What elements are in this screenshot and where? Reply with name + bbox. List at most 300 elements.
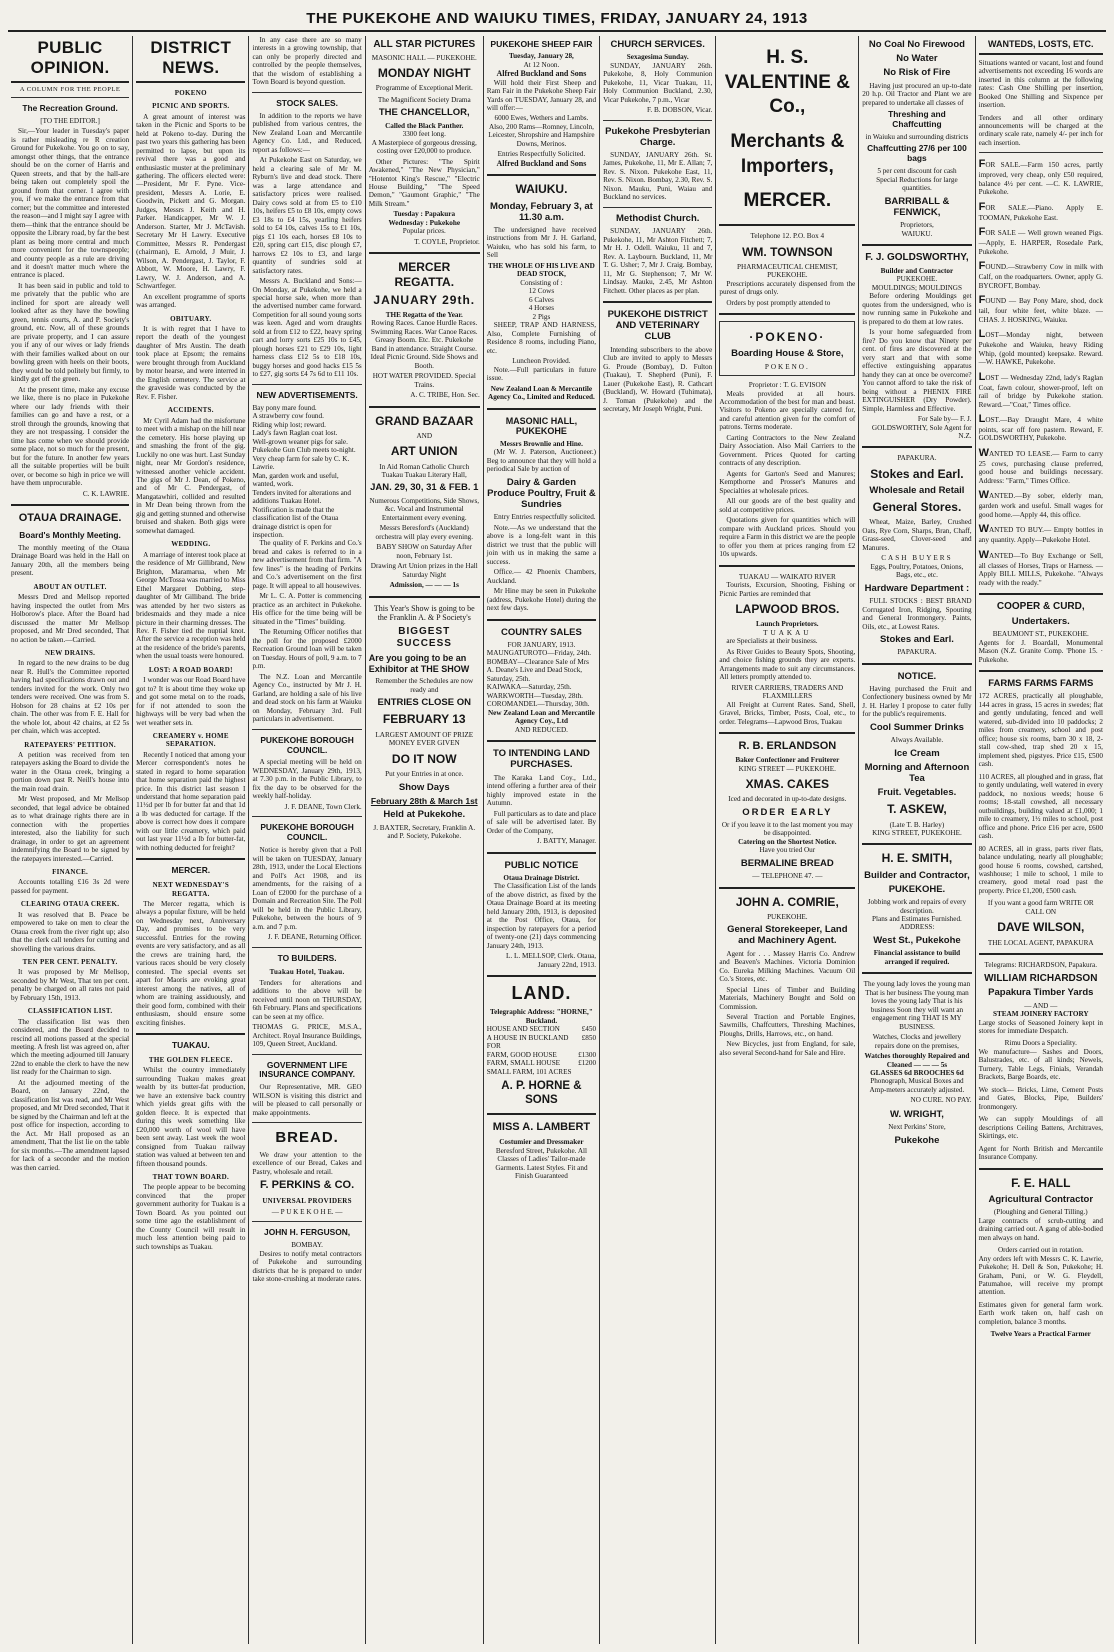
- builders-heading: TO BUILDERS.: [277, 952, 337, 963]
- ad-paragraph: FULL STOCKS : BEST BRAND Corrugated Iron, Ridging, Spouting and General Ironmongery. Paints, Oils, etc., at Lowest Rates.: [862, 597, 972, 631]
- drop-cap: W: [978, 548, 989, 561]
- country-sale-item: MAUNGATUROTO—Friday, 24th.: [486, 649, 592, 658]
- ad-paragraph: are Specialists at their business.: [726, 637, 818, 646]
- valentine-name: H. S. VALENTINE & Co.,: [724, 47, 850, 118]
- otaua-drainage-heading: OTAUA DRAINAGE.: [18, 512, 122, 525]
- stock-item: 6 Calves: [528, 295, 554, 304]
- land-description: FARM, SMALL HOUSE: [486, 1059, 561, 1068]
- local-agent-label: THE LOCAL AGENT, PAPAKURA: [987, 938, 1094, 947]
- divider: [862, 972, 971, 974]
- classified-ad: [979, 260, 1103, 290]
- divider: [979, 953, 1103, 955]
- summer-drinks-heading: Cool Summer Drinks: [869, 721, 964, 733]
- classified-text: OST—Monday night, between Pukekohe and Waiuku, heavy Riding Whip, (gold mounted) keepsake. Reward.—W. HAWKE, Pukekohe.: [978, 331, 1103, 367]
- financial-label: Financial assistance to build arranged if required.: [873, 949, 961, 966]
- schedules-label: Remember the Schedules are now ready and: [375, 677, 474, 694]
- valentine-location: MERCER.: [743, 190, 832, 212]
- xmas-cakes-heading: XMAS. CAKES: [745, 777, 829, 792]
- column-services: [859, 36, 975, 1644]
- smith-location: PUKEKOHE.: [888, 883, 946, 895]
- tuakau-heading: TUAKAU.: [171, 1040, 210, 1051]
- barriball-heading: BARRIBALL & FENWICK,: [884, 195, 950, 218]
- notice-paragraph: A special meeting will be held on WEDNESDAY, January 29th, 1913, at 7.30 p.m. in the Public Library, to fix the day to be observed for the weekly half-holiday.: [252, 758, 362, 801]
- reduced-label: AND REDUCED.: [514, 725, 568, 734]
- entries-label: Put your Entries in at once.: [385, 769, 464, 778]
- all-star-pictures-heading: ALL STAR PICTURES: [373, 39, 476, 50]
- show-intro: This Year's Show is going to be the Franklin A. & P Society's: [373, 603, 475, 622]
- ad-paragraph: Special Lines of Timber and Building Materials, Machinery Bought and Sold on Commission.: [719, 985, 856, 1011]
- ad-paragraph: The undersigned have received instructions from Mr J. H. Garland, Waiuku, who has sold his farm, to Sell: [486, 225, 597, 260]
- phonograph-label: Phonograph, Musical Boxes and Amp-meters accurately adjusted.: [869, 1077, 965, 1094]
- article-paragraph: It was resolved that B. Peace be empowered to take on men to clear the Otaua creek from the river right up; also that the clerk call tenders for cutting and shovelling the various drains.: [11, 910, 130, 953]
- threshing-heading: Threshing and Chaffcutting: [888, 109, 946, 129]
- classified-ad: [979, 328, 1103, 366]
- accidents-heading: ACCIDENTS.: [167, 406, 214, 415]
- produce-heading: Dairy & Garden Produce Poultry, Fruit & Sundries: [487, 476, 596, 511]
- divider: [719, 565, 855, 567]
- discount-label: 5 per cent discount for cash: [877, 167, 957, 176]
- classified-ad: [979, 413, 1103, 443]
- ad-paragraph: Agents for Garton's Seed and Manures; Kempthorne and Prosser's Manures and Specialties at wholesale prices.: [719, 469, 856, 495]
- land-price-row: [487, 1068, 596, 1076]
- mouldings-label: MOULDINGS; MOULDINGS: [871, 283, 962, 292]
- column-wanteds: [976, 36, 1106, 1644]
- new-ad-item: Pukekohe Gun Club meets to-night.: [252, 446, 356, 455]
- article-paragraph: A great amount of interest was taken in the Picnic and Sports to be held at Pokeno to-day. During the past two years this gathering has been permitted to lapse, but upon its revival there was a good and enthusiastic muster at the preliminary gathering. The officers elected were:—President, Mr F. Pyne. Vice-president, Messrs A. Lorie, E. Goodwin, Pickett and G. Morgan. Judges, Messrs J. Keith and H. Parker. Handicapper, Mr W. J. Anderson. Starter, Mr J. McTavish. Secretary Mr H Lawry. Executive Committee, Messrs R. Pendergast (chairman), E. Arnold, J Muir, J. Wilson, A. Pendergast, J. Taylor, F. Abbott, W. Moore, H. Lawry, F. Lawry, W. J. Anderson, and A. Schwartfeger.: [136, 112, 246, 291]
- creamery-heading: CREAMERY v. HOME SEPARATION.: [152, 732, 229, 749]
- classified-ad: [979, 294, 1103, 324]
- district-label: in Waiuku and surrounding districts: [865, 132, 969, 141]
- no-water-heading: No Water: [896, 53, 938, 65]
- divider: [862, 244, 971, 246]
- pokeno-boarding-ad: [719, 321, 855, 376]
- article-paragraph: Messrs A. Buckland and Sons:—On Monday, at Pukekohe, we held a special horse sale, when more than the advertised number came forward. Competition for all sound young sorts was keen. Aged and worn draughts sold at from £12 to £22, heavy spring cart and lorry sorts £25 10s to £45, plough horses £21 to £29 10s, light harness class £12 5s to £18 10s, buggy horses and good hacks £15 5s to £27, gig sorts £4 7s 6d to £11 10s.: [252, 277, 362, 379]
- perkins-subheading: UNIVERSAL PROVIDERS: [262, 1197, 352, 1206]
- manager-signature: J. BATTY, Manager.: [536, 837, 597, 846]
- stokes-earl-heading: Stokes and Earl.: [870, 466, 964, 481]
- new-ads-heading: NEW ADVERTISEMENTS.: [256, 389, 358, 400]
- buckland-heading: Alfred Buckland and Sons: [496, 69, 587, 79]
- rotation-label: Orders carried out in rotation.: [997, 1246, 1084, 1255]
- new-ad-item: Bay pony mare found.: [252, 403, 317, 412]
- notice-paragraph: Our Representative, MR. GEO WILSON is visiting this district and will be pleased to call personally or make appointments.: [252, 1083, 362, 1117]
- land-price: £1200: [578, 1059, 597, 1068]
- buckland-footer: Alfred Buckland and Sons: [496, 158, 587, 168]
- land-description: SMALL FARM, 101 ACRES: [486, 1067, 572, 1076]
- ferguson-heading: JOHN H. FERGUSON,: [264, 1227, 351, 1238]
- town-board-heading: THAT TOWN BOARD.: [152, 1173, 230, 1182]
- waiuku-date: Monday, February 3, at 11.30 a.m.: [490, 200, 593, 223]
- show-signature: J. BAXTER, Secretary, Franklin A. and P. Society, Pukekohe.: [373, 823, 476, 841]
- divider: [979, 593, 1103, 595]
- new-ad-item: Lady's fawn Raglan coat lost.: [252, 429, 338, 438]
- article-paragraph: In regard to the new drains to be dug near R. Hull's the Committee reported having had specifications drawn out and tenders invited for the work. Only two tenders were received. One was from S. Hobson for 28 chains at £2 10s per chain. The other was from F. E. Hall for the whole lot, about 42 chains, at £2 5s per chain, which was accepted.: [11, 659, 130, 736]
- king-street-label: KING STREET, PUKEKOHE.: [872, 828, 962, 837]
- goldsworthy-signature: For Sale by— F. J. GOLDSWORTHY, Sole Agent for N.Z.: [871, 415, 972, 440]
- new-ad-item: Tenders invited for alterations and additions Tuakau Hotel.: [252, 488, 351, 506]
- divider: [487, 408, 596, 410]
- ad-paragraph: Estimates given for general farm work. Earth work taken on, half cash on completion, balance 3 months.: [978, 1300, 1103, 1326]
- article-paragraph: The classification list was then considered, and the Board decided to rescind all motions passed at the special meeting. A fresh list was agreed on, after which the meeting adjourned till January 22nd to enable the clerk to have the new list ready for the Chairman to sign.: [11, 1017, 130, 1077]
- wedding-heading: WEDDING.: [171, 540, 211, 549]
- borough-council-heading: PUKEKOHE BOROUGH COUNCIL.: [260, 734, 354, 755]
- government-life-heading: GOVERNMENT LIFE INSURANCE COMPANY.: [259, 1059, 355, 1080]
- smith-heading: H. E. SMITH,: [881, 851, 953, 866]
- farm-listing: 172 ACRES, practically all ploughable, 144 acres in grass, 15 acres in swedes; flat and gently undulating, fenced and well watered, sub-divided into 10 paddocks; 2 miles from creamery, school and post office; house six rooms, barn 30 x 18, 2-stall cow-shed, trap shed 20 x 15, implement shed, pigstyes. Price £15, £500 cash.: [978, 692, 1103, 769]
- ad-paragraph: Agent for North British and Mercantile Insurance Company.: [978, 1144, 1103, 1162]
- waiuku-label: WAIUKU.: [901, 229, 933, 238]
- grand-bazaar-heading: GRAND BAZAAR: [375, 413, 474, 428]
- ad-paragraph: Will hold their First Sheep and Ram Fair in the Pukekohe Sheep Fair Yards on TUESDAY, January 28, and will offer:—: [486, 78, 597, 112]
- programme-label: Programme of Exceptional Merit.: [375, 84, 473, 93]
- beaumont-label: BEAUMONT ST., PUKEKOHE.: [992, 630, 1089, 639]
- askew-heading: T. ASKEW,: [887, 802, 947, 817]
- new-ad-item: Very cheap farm for sale by C. K. Lawrie.: [252, 454, 350, 472]
- divider: [979, 152, 1103, 153]
- ad-paragraph: Orders by post promptly attended to: [726, 298, 831, 307]
- farms-heading: FARMS FARMS FARMS: [988, 678, 1094, 690]
- wholesale-label: Wholesale and Retail: [869, 485, 965, 497]
- pukekohe-label: PUKEKOHE.: [896, 275, 938, 284]
- prices-label: Popular prices.: [402, 227, 446, 236]
- ad-paragraph: Full particulars as to date and place of sale will be advertised later. By Order of the Company,: [486, 809, 597, 835]
- land-description: A HOUSE IN BUCKLAND FOR: [486, 1033, 569, 1051]
- glasses-label: GLASSES 6d BROOCHES 6d: [870, 1068, 964, 1077]
- public-opinion-subtitle: A COLUMN FOR THE PEOPLE: [11, 83, 129, 98]
- undertakers-label: Undertakers.: [1011, 615, 1070, 627]
- general-stores-heading: General Stores.: [872, 500, 962, 515]
- january-29-heading: JANUARY 29th.: [373, 292, 476, 307]
- tuesday-label: Tuesday : Papakura: [393, 210, 456, 219]
- country-sale-item: COROMANDEL—Thursday, 30th.: [486, 700, 590, 709]
- write-label: If you want a good farm WRITE OR CALL ON: [987, 899, 1094, 916]
- ad-paragraph: Wheat, Maize, Barley, Crushed Oats, Rye Corn, Sharps, Bran, Chaff, Grass-seed, Clover-seed and Manures.: [862, 518, 972, 552]
- regatta-of-year-label: THE Regatta of the Year.: [385, 310, 463, 319]
- classified-ad: [979, 523, 1103, 544]
- divider: [487, 852, 596, 854]
- section-subheading: ABOUT AN OUTLET.: [33, 582, 107, 591]
- golden-fleece-heading: THE GOLDEN FLEECE.: [148, 1055, 233, 1064]
- ad-paragraph: Having purchased the Fruit and Confectionery business owned by Mr J. H. Harley I propose to cater fully for the public's requirements.: [862, 684, 972, 719]
- drop-cap: L: [978, 370, 986, 383]
- and-label: — AND —: [1024, 1001, 1058, 1010]
- show-days-heading: Show Days: [398, 782, 450, 794]
- article-paragraph: At Pukekohe East on Saturday, we held a clearing sale of Mr M. Ryburn's live and dead stock. There was a large attendance and satisfactory prices were realised. Dairy cows sold at from £5 to £10 10s, heifers £5 to £8 10s, empty cows £3 18s to £4 15s, yearling heifers sold to £4 10s, calves 15s to £1 10s, pigs £1 10s each, horses £8 10s to £20, spring cart £15, disc plough £7, harrows £2 10s to £3, and large quantity of sundries sold at satisfactory rates.: [252, 156, 362, 275]
- divider: [979, 670, 1103, 672]
- new-ad-item: Riding whip lost; reward.: [252, 420, 326, 429]
- article-paragraph: A petition was received from ten ratepayers asking the Board to divide the water in the Otaua creek, bringing a portion down past R. Neill's house into the main road drain.: [11, 750, 130, 793]
- divider: [719, 313, 855, 315]
- builder-contractor-label: Builder and Contractor,: [864, 869, 970, 881]
- ice-cream-heading: Ice Cream: [894, 747, 940, 759]
- lambert-heading: MISS A. LAMBERT: [492, 1121, 591, 1134]
- church-paragraph: SUNDAY, JANUARY 26th. St. James, Pukekohe, 11, Mr E. Allan; 7, Rev. S. Nixon. Pukekohe East, 11, Rev. S. Nixon. Bombay, 2.30, Rev. S. Nixon. Mauku, Puni, Waiau and Buckland no services.: [603, 151, 713, 202]
- ad-paragraph: We draw your attention to the excellence of our Bread, Cakes and Pastry, wholesale and retail.: [252, 1150, 362, 1176]
- pokeno-heading: ·POKENO·: [749, 330, 826, 345]
- contractor-label: Agricultural Contractor: [988, 1193, 1094, 1205]
- exhibitor-question: Are you going to be an Exhibitor at THE SHOW: [368, 652, 470, 674]
- divider: [252, 92, 361, 93]
- classified-ad: [979, 371, 1103, 409]
- article-paragraph: It was proposed by Mr Mellsop, seconded by Mr West, That ten per cent. penalty be charged on all rates not paid by February 15th, 1913.: [11, 968, 130, 1002]
- joinery-label: STEAM JOINERY FACTORY: [992, 1010, 1089, 1019]
- ad-paragraph: A Masterpiece of gorgeous dressing, costing over £20,000 to produce.: [371, 138, 477, 156]
- no-coal-heading: No Coal No Firewood: [868, 39, 965, 50]
- divider: [136, 858, 245, 860]
- land-price-row: [487, 1034, 596, 1051]
- article-paragraph: The people appear to be becoming convinced that the proper government authority for Tuakau is a Town Board. As you pointed out some time ago the establishment of the County Council will result in much less attention being paid to such townships as Tuakau.: [136, 1183, 246, 1251]
- divider: [369, 252, 480, 254]
- sheep-fair-time: At 12 Noon.: [523, 60, 560, 69]
- article-paragraph: The Returning Officer notifies that the poll for the proposed £2000 Recreation Ground loan will be taken on Tuesday. Hours of poll, 9 a.m. to 7 p.m.: [252, 628, 362, 671]
- monday-night-heading: MONDAY NIGHT: [377, 66, 471, 81]
- column-valentine: [716, 36, 859, 1644]
- ad-paragraph: Tourists, Excursion, Shooting, Fishing or Picnic Parties are reminded that: [719, 581, 856, 598]
- ad-paragraph: Having just procured an up-to-date 20 h.p. Oil Tractor and Plant we are prepared to undertake all classes of: [862, 81, 972, 107]
- land-price: £450: [581, 1025, 597, 1034]
- divider: [487, 975, 596, 977]
- article-paragraph: Mr L. C. A. Potter is commencing practice as an architect in Pukekohe. His office for the time being will be situated in the "Times" building.: [252, 592, 362, 626]
- proprietor-label: Proprietor : T. G. EVISON: [748, 381, 826, 390]
- length-label: 3300 feet long.: [402, 130, 446, 139]
- telegrams-label: Telegrams: RICHARDSON, Papakura.: [984, 961, 1098, 970]
- proprietors-label: Proprietors,: [900, 221, 934, 230]
- tea-heading: Morning and Afternoon Tea: [864, 761, 970, 784]
- rimu-label: Rimu Doors a Speciality.: [1004, 1039, 1077, 1048]
- column-sales: [484, 36, 600, 1644]
- boarding-house-label: Boarding House & Store,: [731, 348, 844, 360]
- divider: [252, 384, 361, 385]
- order-early-heading: ORDER EARLY: [742, 806, 833, 818]
- column-church: [600, 36, 716, 1644]
- ad-paragraph: Several Traction and Portable Engines, Sawmills, Chaffcutters, Threshing Machines, Ploughs, Drills, Harrows, etc., on hand.: [719, 1012, 856, 1038]
- goldsworthy-heading: F. J. GOLDSWORTHY,: [865, 252, 969, 263]
- bread-heading: BREAD.: [275, 1129, 339, 1147]
- art-union-heading: ART UNION: [390, 444, 458, 459]
- divider: [603, 301, 712, 303]
- drop-cap: W: [978, 523, 989, 536]
- methodist-heading: Methodist Church.: [616, 212, 700, 224]
- jobbing-label: Jobbing work and repairs of every description.: [867, 898, 967, 915]
- land-description: FARM, GOOD HOUSE: [486, 1050, 557, 1059]
- board-meeting-heading: Board's Monthly Meeting.: [19, 530, 121, 541]
- mercer-heading: MERCER.: [171, 865, 211, 876]
- divider: [487, 740, 596, 742]
- to-editor-label: [TO THE EDITOR.]: [40, 116, 100, 125]
- wednesday-label: Wednesday : Pukekohe: [388, 218, 461, 227]
- divider: [487, 1113, 596, 1115]
- perkins-location: — P U K E K O H E. —: [271, 1207, 343, 1216]
- divider: [603, 207, 712, 208]
- drop-cap: F: [978, 294, 986, 307]
- classified-text: OR SALE — Well grown weaned Pigs.—Apply, E. HARPER, Rosedale Park, Pukekohe.: [978, 229, 1103, 256]
- letter-paragraph: At the present time, make any excuse we like, there is no place in Pukekohe where our lady friends with their families can go and have a rest, or a stroll through the grounds, knowing that they are not trespassing. I consider the time has come when we should provide some place, not so much for the present, but for the future. In another few years all the suitable properties will be built over, or become so high in price we will have them unprocurable.: [11, 385, 130, 488]
- fruit-heading: Fruit. Vegetables.: [877, 787, 957, 799]
- land-price: £850: [581, 1033, 597, 1042]
- biggest-success-heading: BIGGEST SUCCESS: [396, 626, 452, 650]
- sexagesima-label: Sexagesima Sunday.: [626, 53, 689, 62]
- stokes-earl-footer: Stokes and Earl.: [879, 634, 954, 646]
- ad-paragraph: Note.—Full particulars in future issue.: [486, 365, 597, 383]
- classified-text: OUND.—Strawberry Cow in milk with Calf, on the roadquarters. Owner, apply G. BYCROFT, Bombay.: [978, 263, 1103, 290]
- poem-paragraph: The young lady loves the young man That is her business The young man loves the young lady That is his business Soon they will want an engagement ring THAT IS MY BUSINESS.: [863, 980, 971, 1031]
- hardware-heading: Hardware Department :: [864, 582, 970, 594]
- land-price: £1300: [578, 1050, 597, 1059]
- column-public-opinion: [8, 36, 133, 1644]
- nz-loan-signature: New Zealand Loan and Mercantile Agency Coy., Ltd: [487, 708, 595, 726]
- classified-text: ANTED TO LEASE.— Farm to carry 25 cows, purchasing clause preferred, good house and buildings necessary. Address: "Farm," Times Office.: [978, 449, 1103, 485]
- church-services-heading: CHURCH SERVICES.: [610, 39, 705, 50]
- ad-paragraph: BABY SHOW on Saturday After noon, February 1st.: [376, 543, 472, 560]
- bazaar-dates: JAN. 29, 30, 31 & FEB. 1: [370, 482, 479, 494]
- hall-heading: F. E. HALL: [1011, 1175, 1071, 1190]
- wright-heading: W. WRIGHT,: [890, 1108, 944, 1120]
- telephone-label: Telephone 12. P.O. Box 4: [750, 232, 825, 241]
- telephone-47: — TELEPHONE 47. —: [752, 872, 823, 881]
- land-description: HOUSE AND SECTION: [486, 1025, 560, 1034]
- papakura-label: PAPAKURA.: [897, 454, 937, 463]
- wright-location: Pukekohe: [894, 1134, 940, 1146]
- mercer-regatta-heading: MERCER REGATTA.: [394, 260, 455, 289]
- drop-cap: L: [978, 412, 986, 425]
- luncheon-label: Luncheon Provided.: [512, 357, 571, 366]
- masonic-hall-heading: MASONIC HALL, PUKEKOHE: [505, 415, 578, 437]
- classified-ad: [979, 489, 1103, 519]
- article-paragraph: In addition to the reports we have published from various centres, the New Zealand Loan and Mercantile Agency Co. Ltd., and Reduced, report as follows:—: [252, 111, 362, 154]
- lapwood-heading: LAPWOOD BROS.: [735, 602, 840, 617]
- land-price-list: [487, 1025, 596, 1076]
- catering-label: Catering on the Shortest Notice.: [738, 837, 837, 846]
- land-price-row: [487, 1059, 596, 1067]
- classified-text: OR SALE.—Piano. Apply E. TOOMAN, Pukekohe East.: [978, 203, 1103, 222]
- valentine-merchants: Merchants & Importers,: [730, 131, 845, 177]
- chancellor-heading: THE CHANCELLOR,: [378, 107, 470, 119]
- farmer-label: Twelve Years a Practical Farmer: [990, 1330, 1091, 1339]
- ad-paragraph: Office.— 42 Phoenix Chambers, Auckland.: [486, 568, 597, 585]
- new-ad-item: Notification is made that the classification list of the Otaua drainage district is open for inspection.: [252, 505, 339, 539]
- produce-label: Eggs, Poultry, Potatoes, Onions, Bags, etc., etc.: [870, 562, 964, 580]
- rates-paragraph: Situations wanted or vacant, lost and found advertisements not exceeding 16 words are inserted in this column at the following rates: Cash One Shilling per insertion, Booked One Shilling and Sixpence per insertion.: [978, 58, 1103, 110]
- letter-signature: C. K. LAWRIE.: [82, 489, 130, 498]
- ad-paragraph: Numerous Competitions, Side Shows, &c. Vocal and Instrumental Entertainment every evening.: [369, 496, 480, 522]
- drop-cap: F: [978, 260, 986, 273]
- borough-council-heading: PUKEKOHE BOROUGH COUNCIL.: [260, 822, 354, 843]
- ad-paragraph: Is your home safeguarded from fire? Do you know that Ninety per cent. of fires are discovered at the very start and that with some effective extinguishing apparatus handy they can at once be overcome? You cannot afford to take the risk of being without a PHENIX FIRE EXTINGUISHER (Dry Powder). Simple, Harmless and Effective.: [862, 328, 972, 413]
- divider: [369, 406, 480, 408]
- classified-ad: [979, 549, 1103, 587]
- ad-paragraph: Carting Contractors to the New Zealand Dairy Association. Also Mail Carriers to the Government. Prices Quoted for carting contracts of any description.: [719, 433, 856, 468]
- ploughing-label: (Ploughing and General Tilling.): [993, 1208, 1088, 1217]
- notice-signature: THOMAS G. PRICE, M.S.A., Architect. Royal Insurance Buildings, 109, Queen Street, Auckland.: [252, 1023, 362, 1049]
- ad-paragraph: All Freight at Current Rates. Sand, Shell, Gravel, Bricks, Timber, Posts, Coal, etc., to order. Telegrams—Lapwood Bros, Tuakau: [719, 700, 856, 726]
- notice-paragraph: The Classification List of the lands of the above district, as fixed by the Otaua Drainage Board at its meeting held January 20th, 1913, is deposited at the Post Office, Otaua, for inspection by ratepayers for a period of twenty-one (21) days commencing January 24th, 1913.: [486, 882, 597, 950]
- pokeno-location: POKENO.: [764, 362, 810, 371]
- ad-paragraph: Intending subscribers to the above Club are invited to apply to Messrs G. Proude (Bombay), D. Fulton (Tuakau), T. Shepherd (Puni), F. Lauer (Pukekohe East), R. Cathcart (Buckland), W. Howard (Tuhimata), J. Toman (Pukekohe) and the secretary, Mr Joseph Wright, Puni.: [603, 345, 713, 413]
- stock-list: [487, 287, 596, 321]
- masthead: THE PUKEKOHE AND WAIUKU TIMES, FRIDAY, JANUARY 24, 1913: [8, 6, 1106, 32]
- waiuku-heading: WAIUKU.: [515, 182, 568, 197]
- vicar-signature: F. B. DOBSON, Vicar.: [647, 106, 713, 115]
- article-paragraph: It is with regret that I have to report the death of the youngest daughter of Mrs Austin. The death took place at Epsom; the remains were brought through from Auckland by motor hearse, and were interred in the English cemetery. The service at the graveside was conducted by the Rev. F. Fisher.: [136, 324, 246, 401]
- tuakau-label: TUAKAU: [763, 628, 812, 637]
- divider: [603, 120, 712, 121]
- letter-paragraph: It has been said in public and told to me privately that the public who are inclined for sport are already well looked after as they have the bowling green, tennis courts, A. and P. Society's ground, etc. Now, all of these grounds are private property, and I can assure you if any of our wives or lady friends with their families walked about on our bowling green with heels on their boots, they would be told politely but firmly, to kindly get off the green.: [11, 281, 130, 384]
- launch-proprietors-label: Launch Proprietors.: [756, 620, 819, 629]
- new-ad-item: Well-grown weaner pigs for sale.: [252, 437, 348, 446]
- february-13-heading: FEBRUARY 13: [382, 712, 466, 727]
- drop-cap: W: [978, 489, 989, 502]
- article-paragraph: I wonder was our Road Board have got to? It is about time they woke up and got some metal on to the roads, for if not attended to soon the highways will be very bad when the wet weather sets in.: [136, 676, 246, 727]
- waikato-river-label: TUAKAU — WAIKATO RIVER: [738, 572, 836, 581]
- classified-text: OST.—Bay Draught Mare, 4 white points, scar off fore pastern. Reward, F. GOLDSWORTHY, Pukekohe.: [978, 415, 1103, 443]
- notice-signature: J. F. DEANE, Town Clerk.: [284, 802, 362, 811]
- notice-heading: NOTICE.: [897, 670, 937, 682]
- country-sales-date: FOR JANUARY, 1913.: [507, 640, 576, 649]
- ad-paragraph: Watches, Clocks and jewellery repairs done on the premises,: [872, 1033, 962, 1050]
- erlandson-heading: R. B. ERLANDSON: [738, 740, 837, 753]
- new-ad-item: Man, garden work and useful, wanted, work.: [252, 471, 339, 489]
- classified-ad: [979, 201, 1103, 222]
- ad-paragraph: Desires to notify metal contractors of Pukekohe and surrounding districts that he is prepared to under take stone-crushing at moderate rates.: [252, 1249, 362, 1283]
- ad-paragraph: Large stocks of Seasoned Joinery kept in stores for immediate Despatch.: [978, 1018, 1103, 1035]
- drop-cap: W: [978, 446, 989, 459]
- article-paragraph: Mr West proposed, and Mr Mellsop seconded, that legal advice be obtained as to what drainage rights there are in connection with the properties interested, also the liability for such drainage, in order to get an agreement indemnifying the Board to be signed by the ratepayers interested.—Carried.: [11, 795, 130, 863]
- storekeeper-label: General Storekeeper, Land and Machinery Agent.: [727, 924, 848, 947]
- telegraphic-address: Telegraphic Address: "HORNE," Buckland.: [490, 1008, 593, 1025]
- river-carriers-label: RIVER CARRIERS, TRADERS AND FLAXMILLERS: [731, 683, 844, 701]
- divider: [487, 619, 596, 621]
- stock-label: THE WHOLE OF HIS LIVE AND DEAD STOCK,: [488, 261, 595, 279]
- drop-cap: F: [978, 158, 986, 171]
- ad-paragraph: Other Pictures: "The Spirit Awakened," "The New Physician," "Hotentot King's Rescue," "Electric House Building," "The Speed Demon," "Gaumont Graphic," "The Milk Stream.": [368, 157, 480, 208]
- divider: [719, 224, 855, 226]
- farm-listing: 110 ACRES, all ploughed and in grass, flat to gently undulating, well watered in every paddock, no noxious weeds; house 6 rooms; 18-stall cowshed, all necessary outbuildings, building valued at £1,000; 1 mile to creamery, 1½ miles to school, post office and phone. Price £16 per acre, £600 cash.: [978, 772, 1103, 841]
- divider: [252, 947, 361, 948]
- article-paragraph: Recently I noticed that among your Mercer correspondent's notes he stated in regard to home separation that home separation paid the highest price. In this district last season I understand that home separation paid 11½d per lb for butter fat and that 1d a lb was deducted for cartage. If the above is correct how does it compare with our little creamery, which paid out last year 11½d a lb for butter-fat, with nothing deducted for freight?: [136, 750, 246, 852]
- townson-heading: WM. TOWNSON: [742, 244, 833, 259]
- and-label: AND: [416, 431, 433, 440]
- recreation-ground-heading: The Recreation Ground.: [22, 102, 118, 113]
- last-moment-label: Or if you leave it to the last moment you may be disappointed.: [721, 820, 853, 838]
- country-sales-list: [487, 649, 596, 708]
- chemist-label: PHARMACEUTICAL CHEMIST, PUKEKOHE.: [737, 262, 838, 280]
- article-paragraph: At the adjourned meeting of the Board, on January 22nd, the classification list was read, and Mr West proposed, and Mr Dred seconded, That it be signed by the Chairman and left at the post office for inspection, according to the Act. Mr Hall proposed as an amendment, That the list lie on the table for six months.—The amendment lapsed for lack of a seconder and the motion was then carried.: [11, 1078, 130, 1172]
- district-news-title: DISTRICT NEWS.: [136, 36, 245, 83]
- hot-water-label: HOT WATER PROVIDED. Special Trains.: [372, 372, 476, 389]
- iced-label: Iced and decorated in up-to-date designs.: [728, 795, 847, 804]
- sheep-fair-heading: PUKEKOHE SHEEP FAIR: [490, 39, 593, 49]
- notice-signature: J. F. DEANE, Returning Officer.: [267, 933, 362, 942]
- land-price-row: [487, 1025, 596, 1033]
- reductions-label: Special Reductions for large quantities.: [876, 175, 958, 193]
- ad-paragraph: Messrs Beresford's (Auckland) orchestra will play every evening.: [375, 524, 474, 541]
- ad-paragraph: SHEEP, TRAP AND HARNESS, Also, Complete Furnishing of Residence 8 rooms, including Piano, etc.: [486, 321, 597, 355]
- ad-paragraph: New Bicycles, just from England, for sale, also several Second-hand for Sale and Hire.: [719, 1040, 856, 1057]
- article-paragraph: In any case there are so many interests in a growing township, that can only be properly directed and controlled by the people themselves, that the wisdom of establishing a Town Board is beyond question.: [252, 36, 362, 87]
- ad-paragraph: Note.—As we understand that the above is a long-felt want in this district we trust that the public will join with us in making the same a success.: [486, 523, 597, 566]
- column-entertainment: [366, 36, 484, 1644]
- classified-ad: [979, 158, 1103, 196]
- stock-item: 4 Horses: [528, 304, 555, 313]
- ad-paragraph: Rowing Races. Canoe Hurdle Races. Swimming Races. War Canoe Races. Greasy Boom. Etc. Etc. Pukekohe Band in attendance. Straight Course. Ideal Picnic Ground. Side Shows and Booth.: [370, 319, 478, 370]
- article-paragraph: The quality of F. Perkins and Co.'s bread and cakes is referred to in a new advertisement from that firm. "A few lines" is the heading of Perkins and Co.'s advertisement on the first page. It will appeal to all housewives.: [252, 539, 362, 590]
- section-subheading: CLEARING OTAUA CREEK.: [20, 900, 120, 909]
- divider: [862, 663, 971, 665]
- nz-loan-signature: New Zealand Loan & Mercantile Agency Co., Limited and Reduced.: [488, 384, 595, 402]
- article-paragraph: Accounts totalling £16 3s 2d were passed for payment.: [11, 878, 130, 895]
- church-paragraph: SUNDAY, JANUARY 26th. Pukekohe, 8, Holy Communion Pukekohe, 11, Vicar Tuakau, 11, Holy Communion Buckland, 2.30, Vicar Pukekohe, 7 p.m., Vicar: [603, 61, 713, 104]
- divider: [862, 843, 971, 845]
